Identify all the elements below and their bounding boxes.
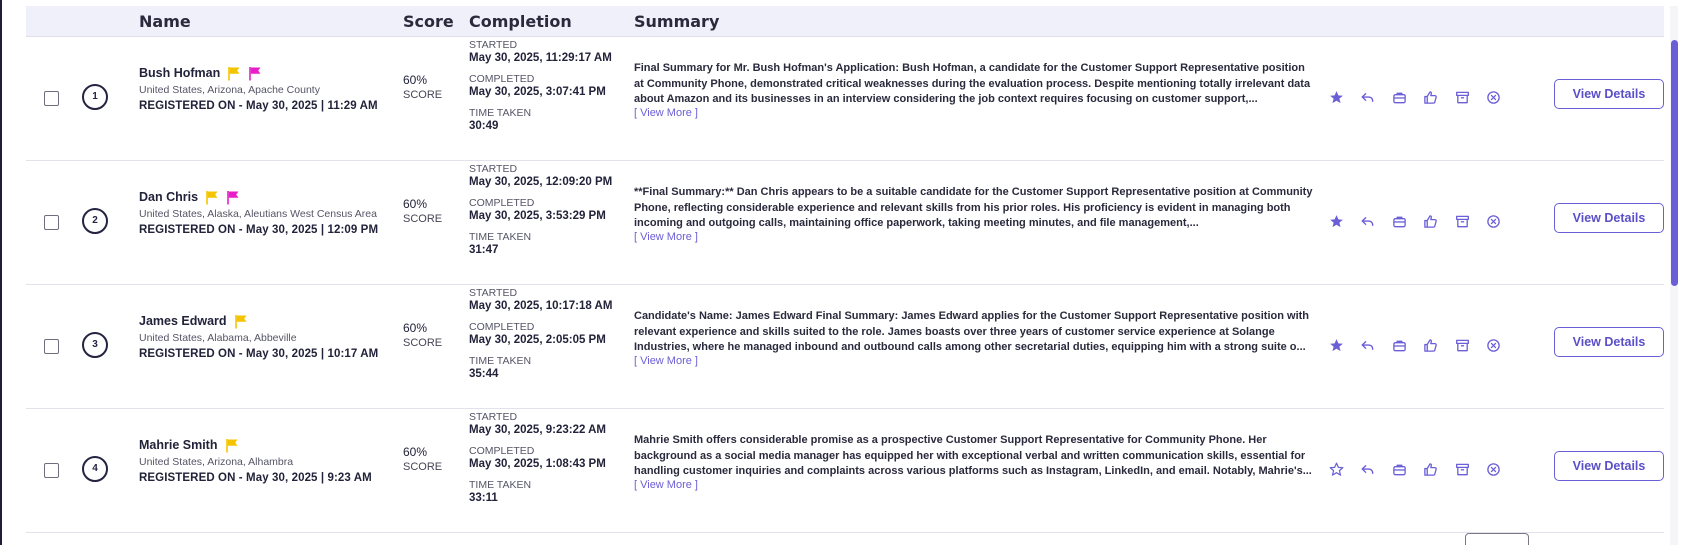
candidate-location: United States, Alabama, Abbeville [139, 332, 297, 344]
completed-label: COMPLETED [469, 445, 535, 457]
summary-cell [634, 433, 1314, 491]
row-number: 2 [82, 208, 108, 234]
candidate-name-line [139, 313, 399, 329]
completed-label: COMPLETED [469, 73, 535, 85]
archive-icon[interactable] [1454, 213, 1470, 229]
table-row [26, 285, 1664, 409]
reject-icon[interactable] [1486, 89, 1502, 105]
completion-cell [469, 287, 629, 389]
started-label: STARTED [469, 163, 518, 175]
star-icon[interactable] [1328, 213, 1344, 229]
score-cell [403, 73, 442, 101]
score-cell [403, 445, 442, 473]
flags [218, 438, 239, 453]
score-label: SCORE [403, 89, 443, 101]
table-header [26, 6, 1664, 37]
candidate-name[interactable]: Dan Chris [139, 190, 199, 204]
time-taken-label: TIME TAKEN [469, 107, 532, 119]
summary-cell [634, 61, 1314, 119]
candidate-info [139, 65, 399, 112]
candidate-location: United States, Alaska, Aleutians West Census Area [139, 208, 377, 220]
time-taken-value: 30:49 [469, 120, 499, 132]
table-body [26, 37, 1664, 533]
started-value: May 30, 2025, 9:23:22 AM [469, 424, 607, 436]
registered-on: REGISTERED ON - May 30, 2025 | 10:17 AM [139, 348, 379, 360]
time-taken-value: 35:44 [469, 368, 499, 380]
view-details-button[interactable]: View Details [1554, 203, 1664, 233]
row-actions [1328, 89, 1517, 105]
registered-on: REGISTERED ON - May 30, 2025 | 12:09 PM [139, 224, 379, 236]
briefcase-icon[interactable] [1391, 337, 1407, 353]
completed-value: May 30, 2025, 1:08:43 PM [469, 458, 606, 470]
yellow-flag-icon[interactable] [234, 314, 248, 329]
star-icon[interactable] [1328, 89, 1344, 105]
completed-value: May 30, 2025, 2:05:05 PM [469, 334, 606, 346]
summary-text: Final Summary for Mr. Bush Hofman's Application: Bush Hofman, a candidate for the Customer Support Representative position at Community Phone, demonstrated critical weaknesses during the evaluation process. Despite mentioning totally irrelevant data about Amazon and its businesses in an interview considering the job context requires focusing on customer support,... [634, 62, 1311, 105]
row-actions [1328, 213, 1517, 229]
candidate-info [139, 313, 399, 360]
briefcase-icon[interactable] [1391, 89, 1407, 105]
candidate-name-line [139, 437, 399, 453]
row-checkbox[interactable] [44, 215, 59, 230]
score-value: 60% [403, 445, 428, 459]
table-row [26, 37, 1664, 161]
score-label: SCORE [403, 213, 443, 225]
candidate-name[interactable]: Mahrie Smith [139, 438, 218, 452]
candidate-name[interactable]: Bush Hofman [139, 66, 221, 80]
time-taken-value: 31:47 [469, 244, 499, 256]
candidates-table [26, 6, 1664, 533]
reply-icon[interactable] [1360, 461, 1376, 477]
reject-icon[interactable] [1486, 337, 1502, 353]
registered-on: REGISTERED ON - May 30, 2025 | 9:23 AM [139, 472, 372, 484]
score-value: 60% [403, 197, 428, 211]
view-details-button[interactable]: View Details [1554, 327, 1664, 357]
archive-icon[interactable] [1454, 461, 1470, 477]
candidate-location: United States, Arizona, Alhambra [139, 456, 294, 468]
scrollbar-thumb[interactable] [1671, 40, 1678, 286]
summary-text: Candidate's Name: James Edward Final Summary: James Edward applies for the Customer Support Representative position with relevant experience and skills suited to the role. James boasts over three years of customer service experience at Solange Industries, where he managed inbound and outbound calls among other secretarial duties, equipping him with a strong suite o... [634, 310, 1310, 353]
time-taken-label: TIME TAKEN [469, 479, 532, 491]
candidate-name-line [139, 65, 399, 81]
score-value: 60% [403, 73, 428, 87]
started-value: May 30, 2025, 12:09:20 PM [469, 176, 613, 188]
header-score[interactable]: Score [403, 12, 454, 31]
started-label: STARTED [469, 287, 518, 299]
reply-icon[interactable] [1360, 89, 1376, 105]
table-row [26, 409, 1664, 533]
completed-label: COMPLETED [469, 197, 535, 209]
completed-value: May 30, 2025, 3:07:41 PM [469, 86, 606, 98]
thumbs-up-icon[interactable] [1423, 461, 1439, 477]
thumbs-up-icon[interactable] [1423, 89, 1439, 105]
reply-icon[interactable] [1360, 213, 1376, 229]
yellow-flag-icon[interactable] [227, 66, 241, 81]
view-details-button[interactable]: View Details [1554, 79, 1664, 109]
row-checkbox[interactable] [44, 339, 59, 354]
header-name[interactable]: Name [139, 12, 191, 31]
yellow-flag-icon[interactable] [225, 438, 239, 453]
archive-icon[interactable] [1454, 89, 1470, 105]
thumbs-up-icon[interactable] [1423, 213, 1439, 229]
row-number: 4 [82, 456, 108, 482]
candidate-info [139, 189, 399, 236]
reply-icon[interactable] [1360, 337, 1376, 353]
thumbs-up-icon[interactable] [1423, 337, 1439, 353]
magenta-flag-icon[interactable] [226, 190, 240, 205]
completion-cell [469, 39, 629, 141]
started-label: STARTED [469, 39, 518, 51]
row-checkbox[interactable] [44, 463, 59, 478]
score-cell [403, 197, 442, 225]
briefcase-icon[interactable] [1391, 213, 1407, 229]
magenta-flag-icon[interactable] [248, 66, 262, 81]
started-label: STARTED [469, 411, 518, 423]
row-checkbox[interactable] [44, 91, 59, 106]
completion-cell [469, 411, 629, 513]
candidate-info [139, 437, 399, 484]
score-label: SCORE [403, 337, 443, 349]
table-row [26, 161, 1664, 285]
view-more-link[interactable]: [ View More ] [634, 479, 698, 491]
flags [198, 190, 240, 205]
row-number: 3 [82, 332, 108, 358]
star-icon[interactable] [1328, 461, 1344, 477]
summary-cell [634, 309, 1314, 367]
left-border [0, 0, 2, 545]
summary-text: Mahrie Smith offers considerable promise as a prospective Customer Support Representative for Community Phone. Her background as a social media manager has equipped her with exceptional verbal and written communication skills, essential for handling customer inquiries and complaints across various platforms such as Instagram, LinkedIn, and email. Notably, Mahrie's... [634, 434, 1312, 477]
reject-icon[interactable] [1486, 461, 1502, 477]
score-label: SCORE [403, 461, 443, 473]
score-value: 60% [403, 321, 428, 335]
view-more-link[interactable]: [ View More ] [634, 231, 698, 243]
summary-cell [634, 185, 1314, 243]
yellow-flag-icon[interactable] [205, 190, 219, 205]
summary-text: **Final Summary:** Dan Chris appears to be a suitable candidate for the Customer Support Representative position at Community Phone, reflecting considerable experience and relevant skills from his prior roles. His proficiency is evident in managing both incoming and outgoing calls, maintaining office paperwork, taking meeting minutes, and file management,... [634, 186, 1313, 229]
row-number: 1 [82, 84, 108, 110]
time-taken-label: TIME TAKEN [469, 231, 532, 243]
completion-cell [469, 163, 629, 265]
candidate-location: United States, Arizona, Apache County [139, 84, 320, 96]
started-value: May 30, 2025, 10:17:18 AM [469, 300, 613, 312]
view-more-link[interactable]: [ View More ] [634, 355, 698, 367]
flags [227, 314, 248, 329]
reject-icon[interactable] [1486, 213, 1502, 229]
view-details-button[interactable]: View Details [1554, 451, 1664, 481]
completed-label: COMPLETED [469, 321, 535, 333]
view-more-link[interactable]: [ View More ] [634, 107, 698, 119]
score-cell [403, 321, 442, 349]
flags [220, 66, 262, 81]
candidate-name[interactable]: James Edward [139, 314, 227, 328]
header-summary[interactable]: Summary [634, 12, 720, 31]
time-taken-value: 33:11 [469, 492, 498, 504]
briefcase-icon[interactable] [1391, 461, 1407, 477]
row-actions [1328, 461, 1517, 477]
time-taken-label: TIME TAKEN [469, 355, 532, 367]
registered-on: REGISTERED ON - May 30, 2025 | 11:29 AM [139, 100, 378, 112]
star-icon[interactable] [1328, 337, 1344, 353]
header-completion[interactable]: Completion [469, 12, 572, 31]
archive-icon[interactable] [1454, 337, 1470, 353]
pagination-select[interactable] [1465, 533, 1529, 545]
started-value: May 30, 2025, 11:29:17 AM [469, 52, 612, 64]
candidate-name-line [139, 189, 399, 205]
completed-value: May 30, 2025, 3:53:29 PM [469, 210, 606, 222]
row-actions [1328, 337, 1517, 353]
